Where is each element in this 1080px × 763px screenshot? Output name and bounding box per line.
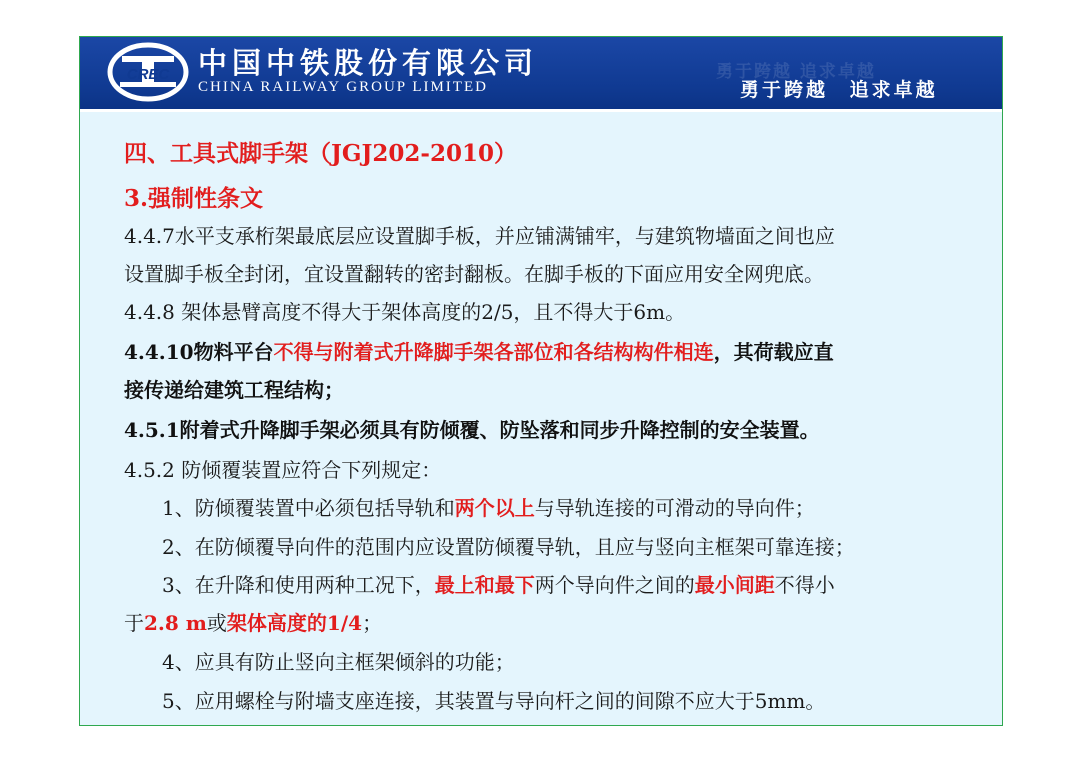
item-3-highlight-min-spacing: 最小间距: [694, 573, 775, 597]
slogan: 勇于跨越 追求卓越: [740, 79, 938, 101]
item-3-highlight-top-bottom: 最上和最下: [434, 573, 535, 597]
clause-4-4-7-line-1: 4.4.7水平支承桁架最底层应设置脚手板，并应铺满铺牢，与建筑物墙面之间也应: [124, 224, 835, 248]
slide-content: [80, 37, 1002, 725]
slogan-watermark: 勇于跨越 追求卓越: [716, 62, 876, 82]
clause-4-4-8: 4.4.8 架体悬臂高度不得大于架体高度的2/5，且不得大于6m。: [124, 300, 686, 324]
list-item-1: 1、防倾覆装置中必须包括导轨和两个以上与导轨连接的可滑动的导向件；: [162, 496, 815, 520]
section-heading: 四、工具式脚手架（JGJ202-2010）: [124, 140, 517, 167]
company-name-en: CHINA RAILWAY GROUP LIMITED: [198, 79, 488, 95]
slide: [79, 36, 1003, 726]
clause-4-5-1: 4.5.1附着式升降脚手架必须具有防倾覆、防坠落和同步升降控制的安全装置。: [124, 418, 820, 442]
item-3-highlight-distance: 2.8 m: [144, 611, 207, 635]
svg-text:CREC: CREC: [126, 66, 170, 83]
clause-4-4-7-line-2: 设置脚手板全封闭，宜设置翻转的密封翻板。在脚手板的下面应用安全网兜底。: [124, 262, 824, 286]
clause-4-4-10-highlight: 不得与附着式升降脚手架各部位和各结构构件相连: [273, 340, 714, 364]
item-1-highlight: 两个以上: [454, 496, 535, 520]
list-item-3-line-1: 3、在升降和使用两种工况下，最上和最下两个导向件之间的最小间距不得小: [162, 573, 835, 597]
clause-4-4-10-line-1: [124, 336, 834, 365]
list-item-3-line-2: 于2.8 m或架体高度的1/4；: [124, 611, 383, 635]
list-item-4: 4、应具有防止竖向主框架倾斜的功能；: [162, 650, 515, 674]
list-item-2: 2、在防倾覆导向件的范围内应设置防倾覆导轨，且应与竖向主框架可靠连接；: [162, 535, 855, 559]
clause-4-4-10-suffix: ，其荷载应直: [713, 340, 834, 364]
clause-4-4-10-prefix: 4.4.10物料平台: [124, 340, 274, 364]
clause-4-5-2: 4.5.2 防倾覆装置应符合下列规定：: [124, 458, 442, 482]
list-item-5: 5、应用螺栓与附墙支座连接，其装置与导向杆之间的间隙不应大于5mm。: [162, 689, 826, 713]
company-name-cn: 中国中铁股份有限公司: [198, 46, 539, 80]
clause-4-4-10-line-2: 接传递给建筑工程结构；: [124, 378, 344, 402]
section-subheading: 3.强制性条文: [124, 185, 264, 212]
item-3-highlight-ratio: 架体高度的1/4: [226, 611, 363, 635]
